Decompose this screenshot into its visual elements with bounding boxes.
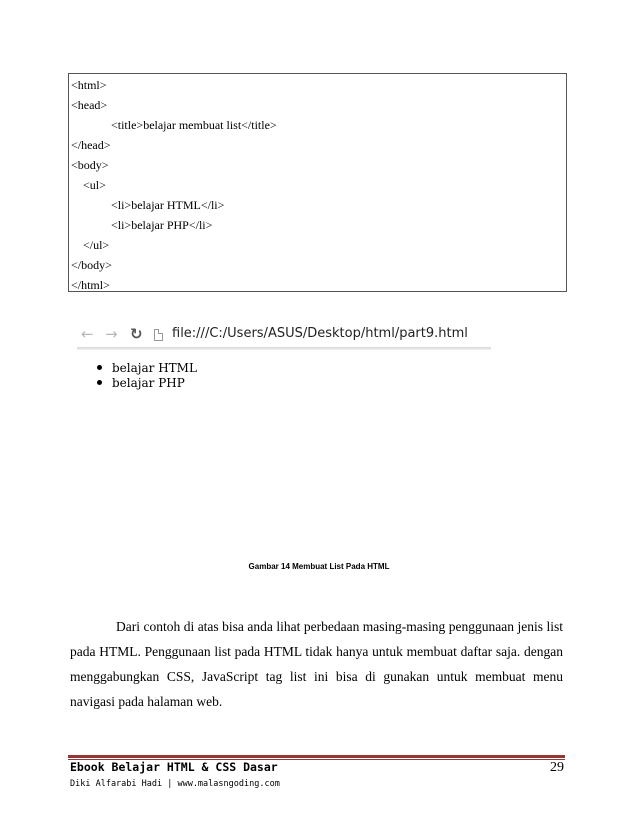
- code-line: <html>: [71, 78, 107, 92]
- address-bar-url[interactable]: file:///C:/Users/ASUS/Desktop/html/part9.html: [172, 326, 468, 341]
- list-item: [97, 376, 185, 390]
- bullet-icon: [97, 365, 102, 370]
- list-item-text: belajar HTML: [112, 361, 197, 375]
- forward-arrow-icon[interactable]: →: [105, 325, 118, 343]
- code-line: <li>belajar HTML</li>: [111, 198, 225, 212]
- back-arrow-icon[interactable]: ←: [81, 325, 94, 343]
- code-line: <title>belajar membuat list</title>: [111, 118, 277, 132]
- code-line: <li>belajar PHP</li>: [111, 218, 213, 232]
- code-line: <body>: [71, 158, 109, 172]
- bullet-icon: [97, 380, 102, 385]
- code-line: </ul>: [71, 238, 110, 252]
- toolbar-divider: [77, 347, 491, 350]
- code-line: <ul>: [71, 178, 106, 192]
- code-line: </html>: [71, 278, 110, 292]
- body-paragraph: Dari contoh di atas bisa anda lihat perbedaan masing-masing penggunaan jenis list pada HTML. Penggunaan list pada HTML tidak hanya untuk membuat daftar saja. dengan menggabungkan CSS, JavaScript tag list ini bisa di gunakan untuk membuat menu navigasi pada halaman web.: [70, 619, 563, 709]
- figure-caption: Gambar 14 Membuat List Pada HTML: [248, 562, 390, 571]
- code-line: </head>: [71, 138, 111, 152]
- page-number: 29: [550, 760, 564, 775]
- browser-screenshot: [77, 322, 491, 412]
- footer-title: Ebook Belajar HTML & CSS Dasar: [70, 760, 278, 774]
- code-line: </body>: [71, 258, 112, 272]
- browser-toolbar: [77, 322, 491, 348]
- list-item: [97, 361, 197, 375]
- code-line: <head>: [71, 98, 108, 112]
- page-icon: [154, 329, 163, 341]
- footer-rule: [68, 755, 565, 758]
- reload-icon[interactable]: ↻: [130, 325, 143, 343]
- footer-author: Diki Alfarabi Hadi | www.malasngoding.com: [70, 779, 280, 789]
- list-item-text: belajar PHP: [112, 376, 185, 390]
- code-listing-box: [68, 73, 567, 292]
